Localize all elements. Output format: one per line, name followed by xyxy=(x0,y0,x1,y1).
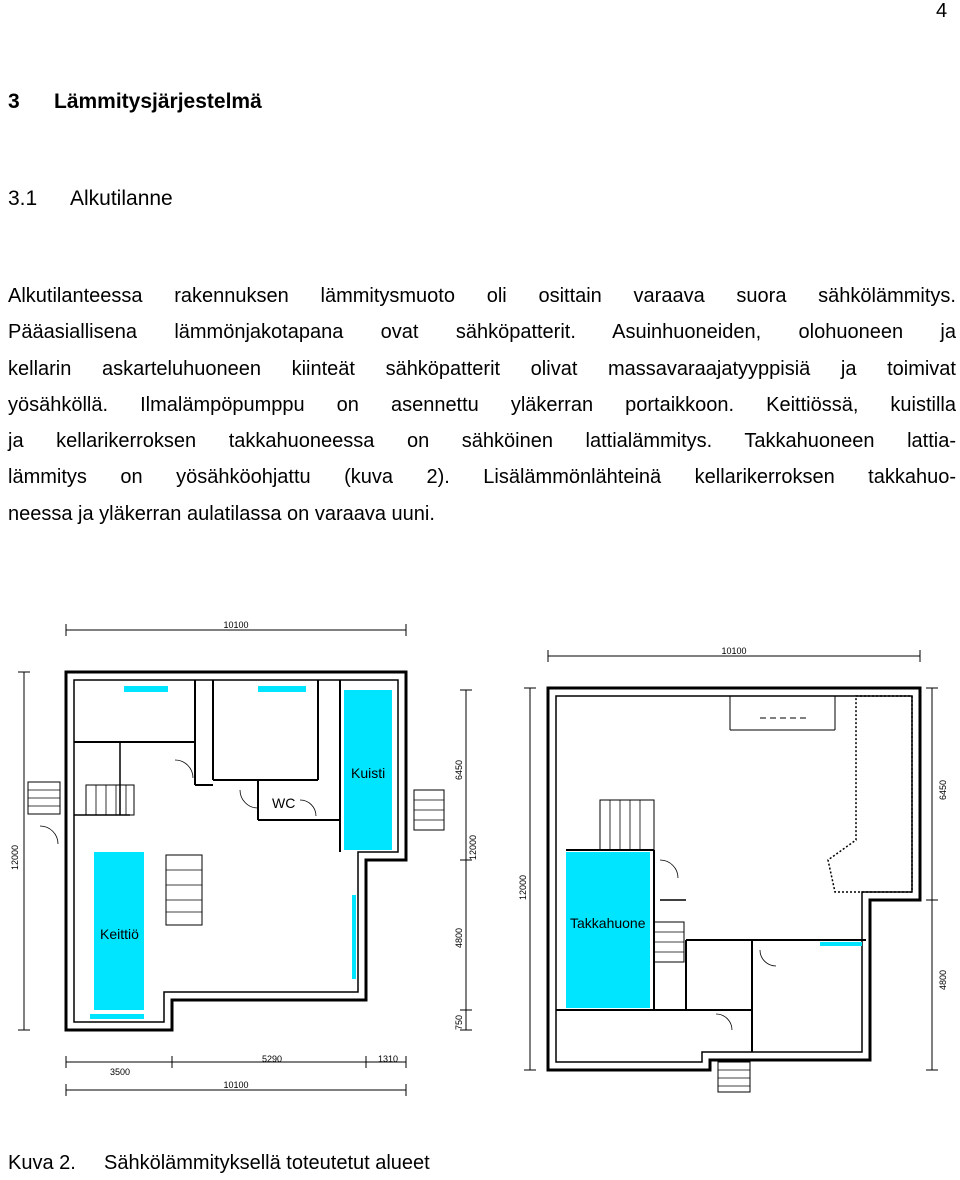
dimension-label: 10100 xyxy=(721,646,747,656)
section-heading xyxy=(8,90,262,114)
room-label-wc: WC xyxy=(272,795,296,811)
dimension-label: 3500 xyxy=(109,1067,131,1077)
dimension-label: 4800 xyxy=(454,927,464,948)
paragraph-line: lämmitys on yösähköohjattu (kuva 2). Lisälämmönlähteinä kellarikerroksen takkahuo- xyxy=(8,466,956,489)
room-label-keittio: Keittiö xyxy=(100,926,139,942)
body-paragraph xyxy=(8,278,956,532)
dimension-label: 10100 xyxy=(223,1080,249,1090)
paragraph-line: ja kellarikerroksen takkahuoneessa on sähköinen lattialämmitys. Takkahuoneen lattia- xyxy=(8,430,956,453)
dimension-label: 6450 xyxy=(454,759,464,780)
dimension-label: 1310 xyxy=(377,1054,399,1064)
subsection-number: 3.1 xyxy=(8,187,38,210)
dimension-label: 4800 xyxy=(938,969,948,990)
left-heated-areas xyxy=(90,686,392,1019)
caption-text: Sähkölämmityksellä toteutetut alueet xyxy=(104,1152,430,1174)
paragraph-line: Pääasiallisena lämmönjakotapana ovat sähköpatterit. Asuinhuoneiden, olohuoneen ja xyxy=(8,321,956,344)
paragraph-line: yösähköllä. Ilmalämpöpumppu on asennettu yläkerran portaikkoon. Keittiössä, kuistilla xyxy=(8,393,956,416)
paragraph-line: Alkutilanteessa rakennuksen lämmitysmuoto oli osittain varaava suora sähkölämmitys. xyxy=(8,285,956,307)
dimension-label: 12000 xyxy=(518,874,528,900)
dimension-label: 12000 xyxy=(468,834,478,860)
room-label-kuisti: Kuisti xyxy=(351,765,386,781)
paragraph-line: neessa ja yläkerran aulatilassa on varaava uuni. xyxy=(8,502,435,525)
page-number: 4 xyxy=(936,0,948,22)
dimension-label: 750 xyxy=(454,1014,464,1030)
subsection-title: Alkutilanne xyxy=(70,187,173,210)
section-title: Lämmitysjärjestelmä xyxy=(54,90,262,113)
left-floor-plan xyxy=(18,624,472,1096)
section-number: 3 xyxy=(8,90,20,113)
floor-plan-figure xyxy=(0,612,960,1100)
dimension-label: 12000 xyxy=(10,844,20,870)
caption-number: Kuva 2. xyxy=(8,1152,76,1174)
room-label-takkahuone: Takkahuone xyxy=(570,915,646,931)
subsection-heading xyxy=(8,187,173,211)
dimension-label: 6450 xyxy=(938,779,948,800)
dimension-label: 10100 xyxy=(223,620,249,630)
figure-caption xyxy=(8,1152,430,1175)
paragraph-line: kellarin askarteluhuoneen kiinteät sähköpatterit olivat massavaraajatyyppisiä ja toimivat xyxy=(8,357,956,380)
dimension-label: 5290 xyxy=(261,1054,283,1064)
